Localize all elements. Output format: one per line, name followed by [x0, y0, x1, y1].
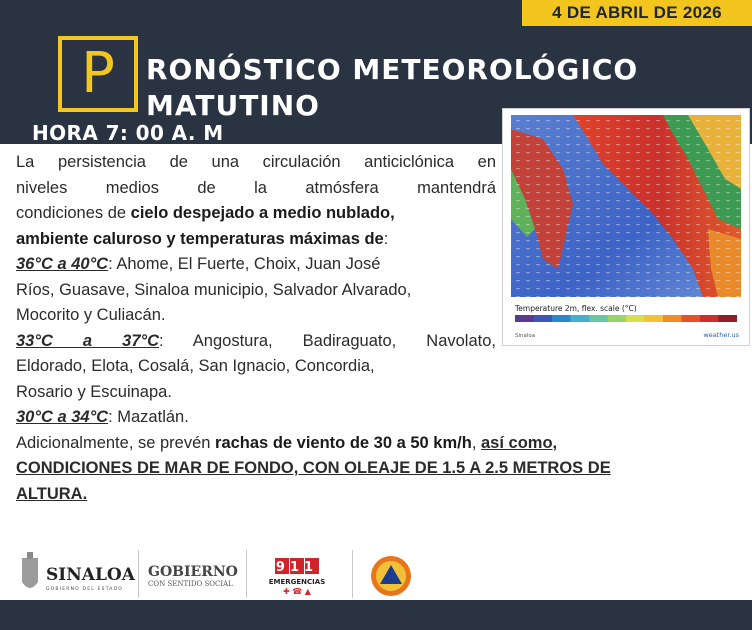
extra-a: Adicionalmente, se prevén — [16, 433, 216, 452]
extra-wind: rachas de viento de 30 a 50 km/h — [215, 433, 472, 452]
range-2-line-3: Rosario y Escuinapa. — [16, 382, 172, 401]
range-1-line-1 — [16, 252, 743, 278]
range-2-label: 33°C a 37°C — [16, 331, 160, 350]
range-3-text-1: : Mazatlán. — [108, 408, 189, 426]
footer-divider-2 — [246, 550, 247, 598]
sinaloa-shield-icon — [22, 552, 38, 588]
intro-line-4-bold: ambiente caluroso y temperaturas máximas de — [16, 229, 384, 248]
range-2-text-1: : Angostura, Badiraguato, Navolato, — [159, 331, 496, 350]
range-1-label: 36°C a 40°C — [16, 255, 109, 273]
map-brand: weather.us — [703, 331, 739, 339]
map-legend-title: Temperature 2m, flex. scale (°C) — [515, 304, 637, 313]
gobierno-sub: CON SENTIDO SOCIAL — [148, 580, 233, 588]
footer-logos-graphic — [0, 548, 752, 602]
emergencias-text: EMERGENCIAS — [268, 578, 326, 586]
title-line-2: MATUTINO — [146, 89, 320, 122]
range-1-text-1: : Ahome, El Fuerte, Choix, Juan José — [108, 255, 381, 273]
title-initial: P — [81, 41, 115, 106]
date-label: 4 DE ABRIL DE 2026 — [522, 0, 752, 26]
range-2-line-1 — [16, 329, 496, 355]
title-line-1: RONÓSTICO METEOROLÓGICO — [146, 53, 639, 86]
intro-line-3 — [16, 201, 743, 227]
sinaloa-logo-text: SINALOA — [46, 565, 135, 585]
intro-line-4 — [16, 227, 743, 253]
extra-asi-como: así como, — [481, 433, 558, 452]
emergencias-symbols-icon: ✚ ☎ ▲ — [283, 587, 311, 596]
footer-divider-3 — [352, 550, 353, 598]
sinaloa-logo-sub: GOBIERNO DEL ESTADO — [46, 587, 123, 592]
extra-comma: , — [471, 433, 481, 452]
title-initial-box — [58, 36, 138, 112]
proteccion-civil-icon — [371, 556, 411, 596]
range-2-line-2: Eldorado, Elota, Cosalá, San Ignacio, Concordia, — [16, 357, 375, 375]
bottom-bar — [0, 600, 752, 630]
range-3-line-1 — [16, 405, 743, 431]
gobierno-text: GOBIERNO — [148, 564, 238, 580]
range-1-line-3: Mocorito y Culiacán. — [16, 306, 166, 324]
range-3-label: 30°C a 34°C — [16, 408, 109, 426]
extra-line-2: CONDICIONES DE MAR DE FONDO, CON OLEAJE DE 1.5 A 2.5 METROS DE — [16, 459, 611, 477]
intro-line-1: La persistencia de una circulación anticiclónica en — [16, 153, 496, 171]
extra-line-3: ALTURA. — [16, 484, 88, 503]
intro-line-3-b: cielo despejado a medio nublado, — [130, 204, 395, 222]
map-region-label: Sinaloa — [515, 333, 536, 339]
intro-line-3-a: condiciones de — [16, 204, 131, 222]
extra-line-1 — [16, 431, 743, 457]
forecast-hour: HORA 7: 00 A. M — [32, 121, 224, 145]
footer-divider-1 — [138, 550, 139, 598]
forecast-body — [16, 150, 743, 507]
logo-911-digits: 911 — [275, 560, 319, 575]
range-1-line-2: Ríos, Guasave, Sinaloa municipio, Salvador Alvarado, — [16, 280, 412, 299]
intro-line-2: niveles medios de la atmósfera mantendrá — [16, 178, 496, 197]
footer-logos — [0, 548, 752, 602]
intro-line-4-colon: : — [383, 229, 389, 248]
